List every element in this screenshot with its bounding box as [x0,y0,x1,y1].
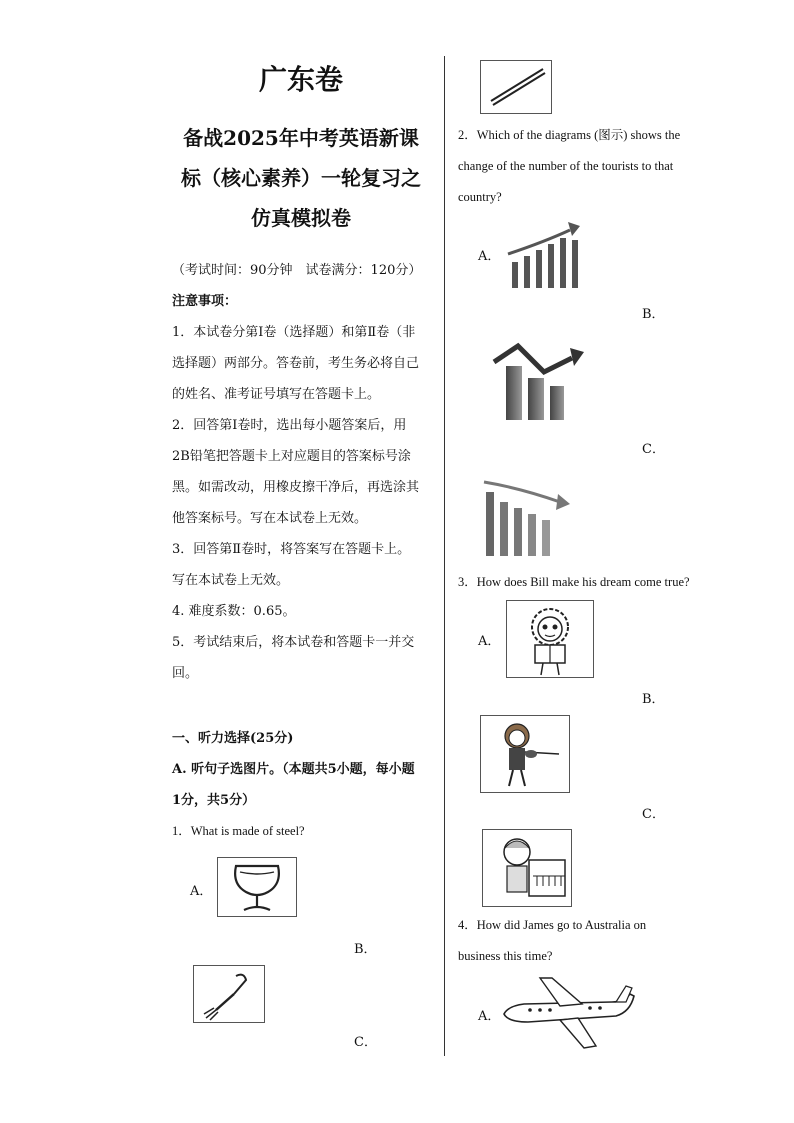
notice-line: 2B铅笔把答题卡上对应题目的答案标号涂 [172,449,411,464]
boy-piano-icon [483,830,571,906]
column-divider [444,56,445,1056]
q2-option-a-image[interactable] [504,218,586,294]
q3-option-c-label: C． [642,807,665,822]
notice-line: 黑。如需改动，用橡皮擦干净后，再选涂其 [172,480,420,495]
notice-line: 2．回答第Ⅰ卷时，选出每小题答案后，用 [172,418,407,433]
q3-option-a-image[interactable] [506,600,594,678]
q2-option-a-label: A． [478,249,501,264]
q3-option-a-label: A． [478,634,501,649]
section-instruction-line-2: 1分，共5分） [172,793,256,808]
q2-option-b-label: B． [642,307,665,322]
notice-line: 5．考试结束后，将本试卷和答题卡一并交 [172,635,415,650]
falling-bar-chart-icon [480,474,572,558]
section-instruction-line-1: A. 听句子选图片。（本题共5小题，每小题 [172,762,415,777]
q2-option-b-image[interactable] [490,338,586,422]
q1-option-b-label: B． [354,942,377,957]
question-2-line-2: change of the number of the tourists to that [458,159,674,173]
question-2-line-3: country? [458,190,502,204]
notice-line: 4. 难度系数：0.65。 [172,604,296,619]
notice-line: 他答案标号。写在本试卷上无效。 [172,511,368,526]
airplane-icon [500,972,636,1052]
question-1-text: 1．What is made of steel? [172,824,305,838]
page-subtitle-line-1: 备战2025年中考英语新课 [183,126,419,150]
question-4-line-1: 4．How did James go to Australia on [458,918,647,932]
q1-option-b-image[interactable] [193,965,265,1023]
q1-option-c-label: C． [354,1035,377,1050]
rising-bar-chart-icon [504,218,586,294]
notice-line: 选择题）两部分。答卷前，考生务必将自己 [172,356,420,371]
chopsticks-icon [481,61,551,113]
question-3-text: 3．How does Bill make his dream come true? [458,575,690,589]
wine-glass-icon [218,858,296,916]
q1-option-a-label: A． [190,884,213,899]
page-title: 广东卷 [258,63,343,96]
q3-option-c-image[interactable] [482,829,572,907]
fork-icon [194,966,264,1022]
q4-option-a-label: A． [478,1009,501,1024]
page-subtitle-line-3: 仿真模拟卷 [251,206,351,230]
notice-line: 写在本试卷上无效。 [172,573,290,588]
notice-title: 注意事项： [172,294,238,309]
notice-line: 回。 [172,666,199,681]
notice-line: 的姓名、准考证号填写在答题卡上。 [172,387,381,402]
page-subtitle-line-2: 标（核心素养）一轮复习之 [181,166,421,190]
question-4-line-2: business this time? [458,949,553,963]
q1-option-a-image[interactable] [217,857,297,917]
notice-line: 3．回答第Ⅱ卷时，将答案写在答题卡上。 [172,542,411,557]
question-2-line-1: 2．Which of the diagrams (图示) shows the [458,128,681,142]
mixed-bar-chart-icon [490,338,586,422]
boy-reading-icon [507,601,593,677]
q3-option-b-image[interactable] [480,715,570,793]
q3-option-b-label: B． [642,692,665,707]
q2-option-c-label: C． [642,442,665,457]
boy-violin-icon [481,716,569,792]
section-heading: 一、听力选择(25分) [172,731,294,746]
notice-line: 1．本试卷分第Ⅰ卷（选择题）和第Ⅱ卷（非 [172,325,416,340]
q4-option-a-image[interactable] [500,972,636,1052]
q2-option-c-image[interactable] [480,474,572,558]
exam-time-info: （考试时间：90分钟 试卷满分：120分） [172,263,422,278]
q1-option-c-image[interactable] [480,60,552,114]
